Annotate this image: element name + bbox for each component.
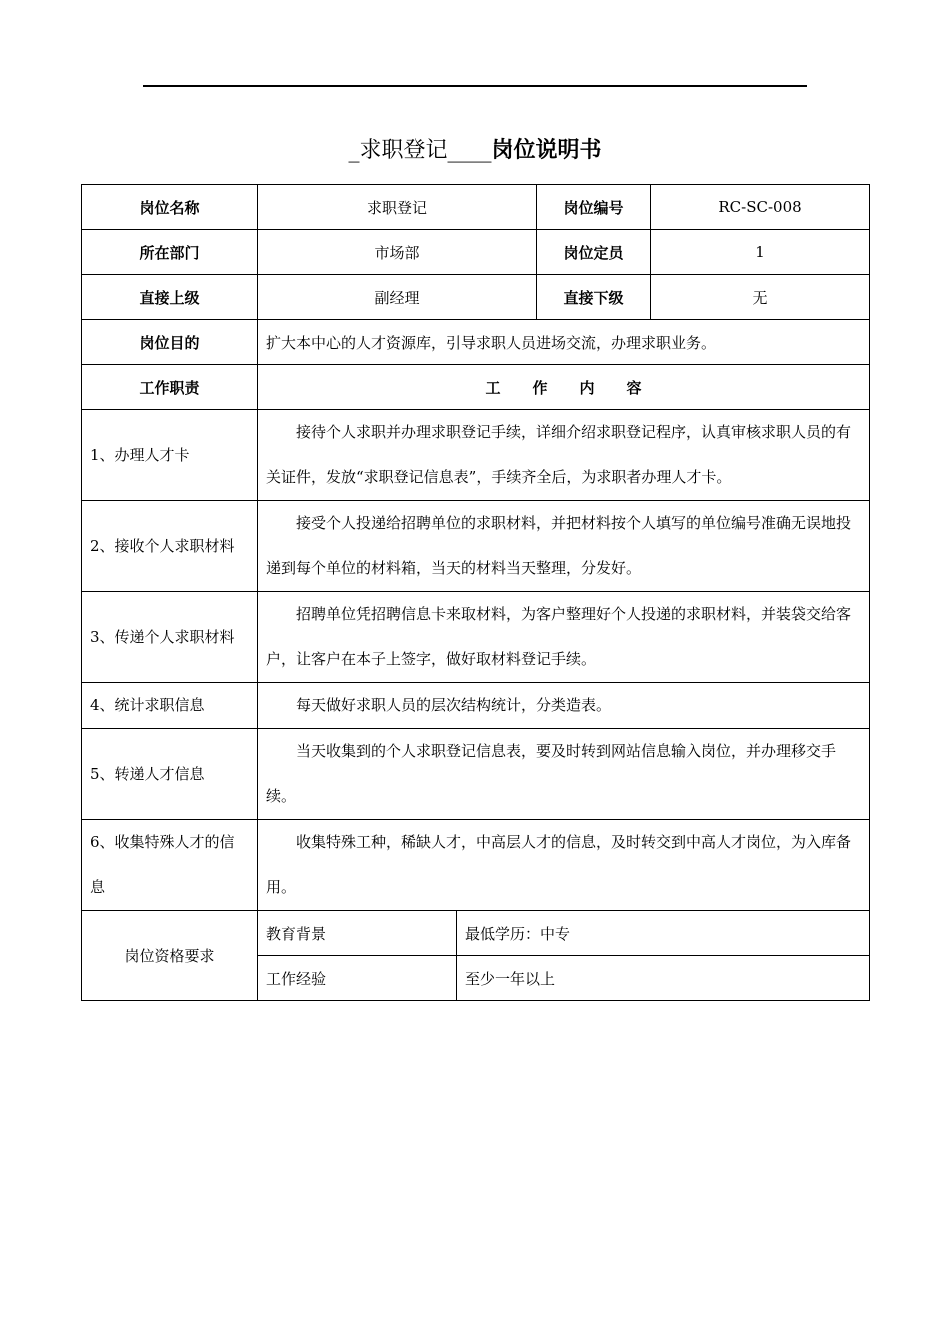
- qualification-label: 岗位资格要求: [82, 911, 258, 1001]
- purpose-label: 岗位目的: [82, 320, 258, 365]
- info-row: [82, 185, 870, 230]
- header-char: 工: [485, 378, 501, 397]
- title-blank: ____: [447, 138, 492, 163]
- header-char: 内: [579, 378, 595, 397]
- duty-content: 接待个人求职并办理求职登记手续，详细介绍求职登记程序，认真审核求职人员的有关证件，发放“求职登记信息表”，手续齐全后，为求职者办理人才卡。: [258, 410, 870, 501]
- qualification-value: 至少一年以上: [457, 956, 870, 1001]
- duty-row: [82, 683, 870, 729]
- duty-title: 2、接收个人求职材料: [82, 501, 258, 592]
- position-name-label: 岗位名称: [82, 185, 258, 230]
- position-code-label: 岗位编号: [537, 185, 651, 230]
- department-value: 市场部: [258, 230, 537, 275]
- duty-row: [82, 592, 870, 683]
- duty-content: 接受个人投递给招聘单位的求职材料，并把材料按个人填写的单位编号准确无误地投递到每个单位的材料箱，当天的材料当天整理，分发好。: [258, 501, 870, 592]
- duty-title: 4、统计求职信息: [82, 683, 258, 729]
- title-prefix: _求职登记: [348, 138, 448, 163]
- qualification-value: 最低学历：中专: [457, 911, 870, 956]
- duty-row: [82, 729, 870, 820]
- duty-row: [82, 820, 870, 911]
- duty-row: [82, 410, 870, 501]
- qualification-item: 工作经验: [258, 956, 457, 1001]
- superior-label: 直接上级: [82, 275, 258, 320]
- info-row: [82, 230, 870, 275]
- duty-content: 当天收集到的个人求职登记信息表，要及时转到网站信息输入岗位，并办理移交手续。: [258, 729, 870, 820]
- position-name-value: 求职登记: [258, 185, 537, 230]
- purpose-value: 扩大本中心的人才资源库，引导求职人员进场交流，办理求职业务。: [258, 320, 870, 365]
- purpose-row: [82, 320, 870, 365]
- duty-content: 收集特殊工种，稀缺人才，中高层人才的信息，及时转交到中高人才岗位，为入库备用。: [258, 820, 870, 911]
- info-row: [82, 275, 870, 320]
- duty-title: 6、收集特殊人才的信息: [82, 820, 258, 911]
- header-char: 作: [532, 378, 548, 397]
- job-description-table: [81, 184, 870, 1001]
- page-title: [0, 134, 950, 168]
- duty-title: 3、传递个人求职材料: [82, 592, 258, 683]
- duties-label: 工作职责: [82, 365, 258, 410]
- duty-content: 每天做好求职人员的层次结构统计，分类造表。: [258, 683, 870, 729]
- headcount-value: 1: [651, 230, 870, 275]
- subordinate-value: 无: [651, 275, 870, 320]
- title-main: 岗位说明书: [491, 138, 602, 163]
- department-label: 所在部门: [82, 230, 258, 275]
- duties-header-row: [82, 365, 870, 410]
- headcount-label: 岗位定员: [537, 230, 651, 275]
- header-char: 容: [626, 378, 642, 397]
- duty-content: 招聘单位凭招聘信息卡来取材料，为客户整理好个人投递的求职材料，并装袋交给客户，让客户在本子上签字，做好取材料登记手续。: [258, 592, 870, 683]
- qualification-row: [82, 911, 870, 956]
- duty-title: 5、转递人才信息: [82, 729, 258, 820]
- superior-value: 副经理: [258, 275, 537, 320]
- duty-row: [82, 501, 870, 592]
- qualification-item: 教育背景: [258, 911, 457, 956]
- header-rule: [143, 85, 807, 87]
- duty-title: 1、办理人才卡: [82, 410, 258, 501]
- subordinate-label: 直接下级: [537, 275, 651, 320]
- duties-content-header: [258, 365, 870, 410]
- position-code-value: RC-SC-008: [651, 185, 870, 230]
